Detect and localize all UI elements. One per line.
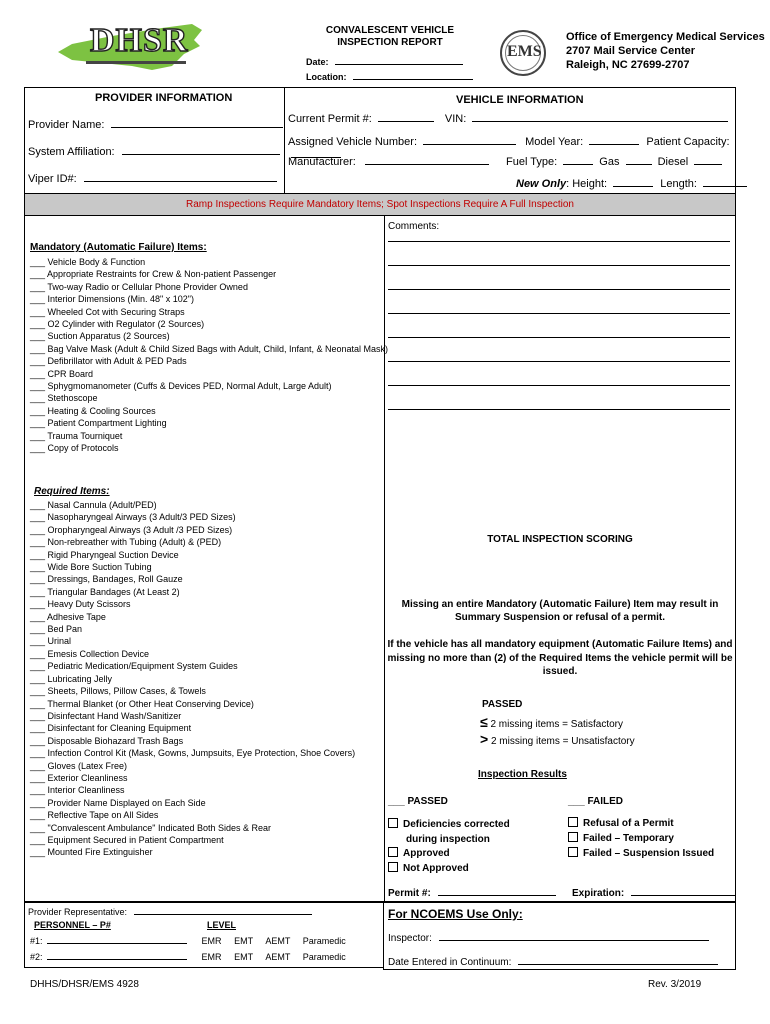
personnel-row-2[interactable] bbox=[30, 951, 380, 962]
dhsr-logo bbox=[52, 14, 212, 74]
inspector-label: Inspector: bbox=[388, 933, 432, 944]
dhsr-logo-text: DHSR bbox=[90, 22, 189, 59]
inspection-banner-text: Ramp Inspections Require Mandatory Items; Spot Inspections Require A Full Inspection bbox=[186, 199, 574, 210]
checklist-item[interactable]: ___ Nasal Cannula (Adult/PED) bbox=[30, 500, 157, 510]
approved-checkbox[interactable] bbox=[388, 847, 398, 857]
checklist-item[interactable]: ___ Urinal bbox=[30, 636, 72, 647]
scoring-note-mandatory bbox=[385, 598, 735, 624]
level-paramedic[interactable]: Paramedic bbox=[302, 936, 346, 946]
deficiencies-line2: during inspection bbox=[406, 834, 490, 845]
height-label: : Height: bbox=[566, 178, 608, 190]
checklist-item[interactable]: ___ Reflective Tape on All Sides bbox=[30, 810, 159, 821]
personnel-row-label: #2: bbox=[30, 952, 43, 962]
checklist-item[interactable]: ___ Heavy Duty Scissors bbox=[30, 599, 131, 610]
failed-temporary-label: Failed – Temporary bbox=[583, 833, 674, 844]
checklist-item[interactable]: ___ Dressings, Bandages, Roll Gauze bbox=[30, 574, 183, 585]
continuum-date-label: Date Entered in Continuum: bbox=[388, 957, 512, 968]
checklist-item[interactable]: ___ Defibrillator with Adult & PED Pads bbox=[30, 356, 187, 367]
comment-line[interactable] bbox=[388, 361, 730, 362]
checklist-item[interactable]: ___ Oropharyngeal Airways (3 Adult /3 PED Sizes) bbox=[30, 524, 233, 535]
greater-than-symbol: > bbox=[480, 731, 489, 747]
vehicle-number-label: Assigned Vehicle Number: bbox=[288, 136, 418, 148]
viper-id-field[interactable] bbox=[28, 172, 277, 185]
manufacturer-field[interactable] bbox=[288, 155, 722, 168]
personnel-row-label: #1: bbox=[30, 936, 43, 946]
checklist-item[interactable]: ___ "Convalescent Ambulance" Indicated Both Sides & Rear bbox=[30, 822, 272, 833]
scoring-note2-line2: missing no more than (2) of the Required Items the vehicle permit will be bbox=[387, 652, 733, 664]
checklist-item[interactable]: ___ Sphygmomanometer (Cuffs & Devices PED, Normal Adult, Large Adult) bbox=[30, 381, 332, 392]
patient-capacity-label: Patient Capacity: bbox=[646, 136, 730, 148]
required-heading: Required Items: bbox=[34, 486, 110, 497]
current-permit-field[interactable] bbox=[288, 112, 728, 125]
approved-option[interactable] bbox=[388, 847, 450, 859]
level-emt[interactable]: EMT bbox=[234, 952, 253, 962]
expiration-field[interactable] bbox=[572, 886, 735, 899]
permit-number-field[interactable] bbox=[388, 886, 556, 899]
provider-rep-field[interactable] bbox=[28, 906, 312, 917]
checklist-item[interactable]: ___ Gloves (Latex Free) bbox=[30, 760, 128, 771]
checklist-item[interactable]: ___ Sheets, Pillows, Pillow Cases, & Towels bbox=[30, 686, 206, 697]
checklist-item[interactable]: ___ Emesis Collection Device bbox=[30, 648, 150, 659]
checklist-item[interactable]: ___ Equipment Secured in Patient Compartment bbox=[30, 834, 224, 845]
diesel-label: Diesel bbox=[657, 156, 689, 168]
location-field[interactable] bbox=[306, 70, 473, 82]
checklist-item[interactable]: ___ CPR Board bbox=[30, 368, 94, 379]
ems-seal bbox=[500, 30, 546, 76]
approved-label: Approved bbox=[403, 848, 450, 859]
checklist-item[interactable]: ___ Wide Bore Suction Tubing bbox=[30, 562, 152, 573]
scoring-note-required bbox=[385, 638, 735, 679]
failed-temporary-checkbox[interactable] bbox=[568, 832, 578, 842]
failed-suspension-option[interactable] bbox=[568, 847, 714, 859]
checklist-item[interactable]: ___ Provider Name Displayed on Each Side bbox=[30, 797, 206, 808]
checklist-item[interactable]: ___ Interior Dimensions (Min. 48" x 102") bbox=[30, 294, 194, 305]
current-permit-label: Current Permit #: bbox=[288, 113, 372, 125]
checklist-item[interactable]: ___ Heating & Cooling Sources bbox=[30, 405, 156, 416]
checklist-item[interactable]: ___ Stethoscope bbox=[30, 393, 98, 404]
viper-id-label: Viper ID#: bbox=[28, 173, 77, 185]
scoring-note1-line1: Missing an entire Mandatory (Automatic Failure) Item may result in bbox=[401, 599, 719, 610]
checklist-item[interactable]: ___ Bed Pan bbox=[30, 624, 83, 635]
failed-suspension-checkbox[interactable] bbox=[568, 847, 578, 857]
location-label: Location: bbox=[306, 72, 347, 82]
checklist-item[interactable]: ___ Wheeled Cot with Securing Straps bbox=[30, 306, 185, 317]
checklist-item[interactable]: ___ Thermal Blanket (or Other Heat Conserving Device) bbox=[30, 698, 254, 709]
system-affiliation-field[interactable] bbox=[28, 145, 280, 158]
checklist-item[interactable]: ___ Pediatric Medication/Equipment System Guides bbox=[30, 661, 238, 672]
gas-label: Gas bbox=[599, 156, 620, 168]
scoring-note1-line2: Summary Suspension or refusal of a permit. bbox=[454, 612, 666, 623]
refusal-label: Refusal of a Permit bbox=[583, 818, 674, 829]
deficiencies-line1: Deficiencies corrected bbox=[403, 819, 510, 830]
checklist-item[interactable]: ___ Trauma Tourniquet bbox=[30, 430, 123, 441]
checklist-item[interactable]: ___ Disinfectant Hand Wash/Sanitizer bbox=[30, 710, 182, 721]
checklist-item[interactable]: ___ Disinfectant for Cleaning Equipment bbox=[30, 723, 192, 734]
checklist-item[interactable]: ___ Lubricating Jelly bbox=[30, 673, 113, 684]
level-aemt[interactable]: AEMT bbox=[265, 936, 291, 946]
office-address-line2: Raleigh, NC 27699-2707 bbox=[566, 59, 690, 71]
checklist-item[interactable]: ___ Nasopharyngeal Airways (3 Adult/3 PED Sizes) bbox=[30, 512, 236, 523]
new-only-label: New Only bbox=[516, 178, 567, 190]
ems-seal-text: EMS bbox=[507, 43, 542, 60]
mandatory-list bbox=[30, 256, 388, 455]
personnel-heading: PERSONNEL – P# bbox=[34, 920, 111, 930]
comment-line[interactable] bbox=[388, 265, 730, 266]
office-address-line1: 2707 Mail Service Center bbox=[566, 45, 696, 57]
passed-option[interactable]: ___ PASSED bbox=[388, 796, 448, 807]
office-address bbox=[566, 30, 765, 72]
checklist-item[interactable]: ___ Two-way Radio or Cellular Phone Provider Owned bbox=[30, 281, 248, 292]
report-title-line1: CONVALESCENT VEHICLE bbox=[325, 25, 455, 36]
date-field[interactable] bbox=[306, 55, 463, 67]
level-aemt[interactable]: AEMT bbox=[265, 952, 291, 962]
provider-name-field[interactable] bbox=[28, 118, 283, 131]
office-name: Office of Emergency Medical Services bbox=[566, 31, 765, 43]
report-title-line2: INSPECTION REPORT bbox=[337, 37, 443, 48]
unsatisfactory-rule bbox=[480, 731, 635, 747]
checklist-item[interactable]: ___ Copy of Protocols bbox=[30, 443, 119, 454]
level-heading: LEVEL bbox=[207, 920, 237, 930]
checklist-item[interactable]: ___ Appropriate Restraints for Crew & Non-patient Passenger bbox=[30, 269, 277, 280]
checklist-item[interactable]: ___ Infection Control Kit (Mask, Gowns, Jumpsuits, Eye Protection, Shoe Covers) bbox=[30, 748, 356, 759]
comment-line[interactable] bbox=[388, 289, 730, 290]
provider-rep-label: Provider Representative: bbox=[28, 907, 128, 917]
mandatory-heading: Mandatory (Automatic Failure) Items: bbox=[30, 242, 207, 253]
comment-line[interactable] bbox=[388, 337, 730, 338]
vin-label: VIN: bbox=[444, 113, 467, 125]
level-emt[interactable]: EMT bbox=[234, 936, 253, 946]
new-only-dimensions-field[interactable] bbox=[516, 177, 747, 190]
checklist-item[interactable]: ___ Exterior Cleanliness bbox=[30, 772, 128, 783]
inspector-field[interactable] bbox=[388, 931, 709, 944]
form-id: DHHS/DHSR/EMS 4928 bbox=[30, 979, 139, 990]
model-year-label: Model Year: bbox=[525, 136, 584, 148]
satisfactory-rule bbox=[480, 714, 623, 730]
scoring-note2-line1: If the vehicle has all mandatory equipment (Automatic Failure Items) and bbox=[387, 639, 733, 650]
permit-number-label: Permit #: bbox=[388, 888, 431, 899]
level-emr[interactable]: EMR bbox=[201, 952, 222, 962]
expiration-label: Expiration: bbox=[572, 888, 625, 899]
checklist-item[interactable]: ___ O2 Cylinder with Regulator (2 Sources) bbox=[30, 319, 205, 330]
comment-line[interactable] bbox=[388, 313, 730, 314]
inspection-results-heading: Inspection Results bbox=[478, 769, 567, 780]
checklist-item[interactable]: ___ Triangular Bandages (At Least 2) bbox=[30, 586, 180, 597]
passed-heading: PASSED bbox=[482, 699, 523, 710]
failed-suspension-label: Failed – Suspension Issued bbox=[583, 848, 715, 859]
date-label: Date: bbox=[306, 57, 329, 67]
continuum-date-field[interactable] bbox=[388, 955, 718, 968]
unsatisfactory-text: 2 missing items = Unsatisfactory bbox=[488, 736, 635, 747]
checklist-item[interactable]: ___ Disposable Biohazard Trash Bags bbox=[30, 735, 184, 746]
deficiencies-checkbox[interactable] bbox=[388, 818, 398, 828]
comment-line[interactable] bbox=[388, 409, 730, 410]
refusal-option[interactable] bbox=[568, 817, 674, 829]
satisfactory-text: 2 missing items = Satisfactory bbox=[487, 719, 624, 730]
scoring-note2-line3: issued. bbox=[542, 666, 578, 677]
comment-line[interactable] bbox=[388, 241, 730, 242]
comments-label: Comments: bbox=[388, 221, 440, 232]
checklist-item[interactable]: ___ Interior Cleanliness bbox=[30, 785, 125, 796]
checklist-item[interactable]: ___ Adhesive Tape bbox=[30, 611, 106, 622]
manufacturer-label: Manufacturer: bbox=[288, 156, 356, 168]
level-paramedic[interactable]: Paramedic bbox=[302, 952, 346, 962]
refusal-checkbox[interactable] bbox=[568, 817, 578, 827]
checklist-item[interactable]: ___ Patient Compartment Lighting bbox=[30, 418, 167, 429]
personnel-row-1[interactable] bbox=[30, 935, 380, 946]
length-label: Length: bbox=[660, 178, 697, 190]
deficiencies-corrected-option[interactable] bbox=[388, 817, 510, 847]
system-affiliation-label: System Affiliation: bbox=[28, 146, 115, 158]
scoring-heading: TOTAL INSPECTION SCORING bbox=[487, 534, 633, 545]
checklist-item[interactable]: ___ Vehicle Body & Function bbox=[30, 257, 146, 267]
checklist-item[interactable]: ___ Rigid Pharyngeal Suction Device bbox=[30, 549, 179, 560]
revision: Rev. 3/2019 bbox=[648, 979, 702, 990]
provider-heading: PROVIDER INFORMATION bbox=[95, 92, 233, 104]
checklist-item[interactable]: ___ Suction Apparatus (2 Sources) bbox=[30, 331, 170, 342]
not-approved-label: Not Approved bbox=[403, 863, 469, 874]
provider-name-label: Provider Name: bbox=[28, 119, 105, 131]
ncoems-heading: For NCOEMS Use Only: bbox=[388, 907, 523, 921]
report-title bbox=[290, 25, 490, 49]
checklist-item[interactable]: ___ Mounted Fire Extinguisher bbox=[30, 847, 153, 858]
checklist-item[interactable]: ___ Bag Valve Mask (Adult & Child Sized Bags with Adult, Child, Infant, & Neonatal Mask) bbox=[30, 343, 389, 354]
less-equal-symbol: ≤ bbox=[480, 714, 488, 730]
comment-line[interactable] bbox=[388, 385, 730, 386]
not-approved-option[interactable] bbox=[388, 862, 469, 874]
level-emr[interactable]: EMR bbox=[201, 936, 222, 946]
fuel-type-label: Fuel Type: bbox=[506, 156, 558, 168]
not-approved-checkbox[interactable] bbox=[388, 862, 398, 872]
required-list bbox=[30, 499, 355, 859]
failed-option[interactable]: ___ FAILED bbox=[568, 796, 624, 807]
vehicle-heading: VEHICLE INFORMATION bbox=[456, 94, 584, 106]
failed-temporary-option[interactable] bbox=[568, 832, 674, 844]
checklist-item[interactable]: ___ Non-rebreather with Tubing (Adult) & (PED) bbox=[30, 537, 222, 548]
